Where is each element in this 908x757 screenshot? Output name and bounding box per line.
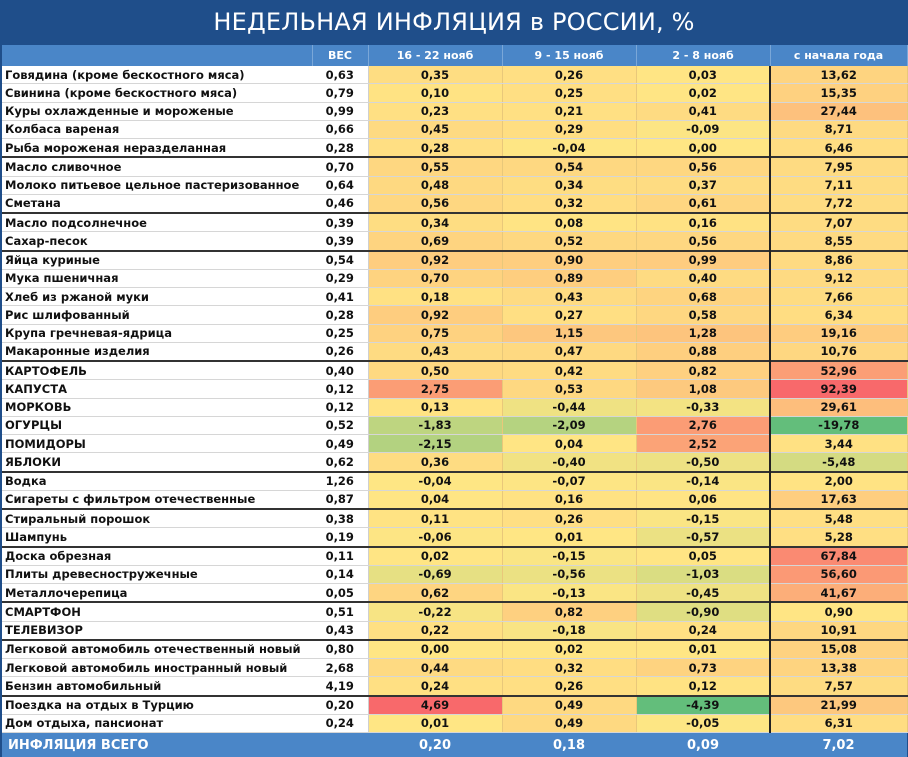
week-2-value: -2,09 — [502, 416, 636, 434]
ytd-value: 7,95 — [770, 157, 907, 176]
week-3-value: 1,08 — [636, 380, 770, 398]
table-row — [2, 472, 907, 491]
table-row — [2, 176, 907, 194]
item-weight: 1,26 — [312, 472, 368, 491]
item-weight: 0,25 — [312, 324, 368, 342]
ytd-value: 7,66 — [770, 288, 907, 306]
week-3-value: 0,01 — [636, 640, 770, 659]
table-row — [2, 324, 907, 342]
ytd-value: 6,46 — [770, 139, 907, 158]
week-1-value: -0,69 — [368, 565, 502, 583]
week-2-value: 0,32 — [502, 659, 636, 677]
item-name: Говядина (кроме бескостного мяса) — [2, 66, 312, 84]
header-week-1: 16 - 22 нояб — [368, 45, 502, 66]
item-weight: 0,28 — [312, 139, 368, 158]
week-1-value: 0,55 — [368, 157, 502, 176]
table-row — [2, 194, 907, 213]
table-row — [2, 528, 907, 547]
ytd-value: 27,44 — [770, 102, 907, 120]
item-weight: 0,52 — [312, 416, 368, 434]
week-3-value: 0,00 — [636, 139, 770, 158]
item-weight: 0,43 — [312, 621, 368, 640]
week-2-value: -0,15 — [502, 547, 636, 566]
total-ytd: 7,02 — [770, 733, 907, 757]
item-name: Шампунь — [2, 528, 312, 547]
table-row — [2, 306, 907, 324]
week-3-value: 0,06 — [636, 490, 770, 509]
week-3-value: 0,56 — [636, 157, 770, 176]
inflation-table — [2, 45, 908, 757]
item-weight: 0,14 — [312, 565, 368, 583]
header-ytd: с начала года — [770, 45, 907, 66]
total-week-2: 0,18 — [502, 733, 636, 757]
item-name: Доска обрезная — [2, 547, 312, 566]
header-item — [2, 45, 312, 66]
week-1-value: 0,23 — [368, 102, 502, 120]
table-row — [2, 547, 907, 566]
item-weight: 0,79 — [312, 84, 368, 102]
week-2-value: 0,43 — [502, 288, 636, 306]
week-3-value: 0,12 — [636, 677, 770, 696]
item-name: Макаронные изделия — [2, 342, 312, 361]
total-weight — [312, 733, 368, 757]
ytd-value: 21,99 — [770, 696, 907, 715]
week-1-value: -0,06 — [368, 528, 502, 547]
week-1-value: 0,35 — [368, 66, 502, 84]
item-weight: 0,99 — [312, 102, 368, 120]
week-2-value: 0,04 — [502, 435, 636, 453]
week-1-value: 4,69 — [368, 696, 502, 715]
week-3-value: -4,39 — [636, 696, 770, 715]
item-weight: 0,12 — [312, 380, 368, 398]
week-1-value: 0,02 — [368, 547, 502, 566]
table-row — [2, 565, 907, 583]
item-name: Легковой автомобиль иностранный новый — [2, 659, 312, 677]
week-2-value: 0,25 — [502, 84, 636, 102]
item-weight: 0,41 — [312, 288, 368, 306]
item-name: Мука пшеничная — [2, 269, 312, 287]
item-name: СМАРТФОН — [2, 602, 312, 621]
week-1-value: 2,75 — [368, 380, 502, 398]
item-name: Поездка на отдых в Турцию — [2, 696, 312, 715]
item-weight: 0,87 — [312, 490, 368, 509]
ytd-value: 92,39 — [770, 380, 907, 398]
week-2-value: 0,01 — [502, 528, 636, 547]
item-weight: 0,63 — [312, 66, 368, 84]
week-2-value: 0,02 — [502, 640, 636, 659]
week-3-value: 0,37 — [636, 176, 770, 194]
item-name: Сигареты с фильтром отечественные — [2, 490, 312, 509]
ytd-value: 41,67 — [770, 584, 907, 603]
week-2-value: 0,54 — [502, 157, 636, 176]
total-label: ИНФЛЯЦИЯ ВСЕГО — [2, 733, 312, 757]
ytd-value: 67,84 — [770, 547, 907, 566]
table-row — [2, 84, 907, 102]
item-name: Молоко питьевое цельное пастеризованное — [2, 176, 312, 194]
table-row — [2, 621, 907, 640]
item-name: КАРТОФЕЛЬ — [2, 361, 312, 380]
item-weight: 0,80 — [312, 640, 368, 659]
item-weight: 0,29 — [312, 269, 368, 287]
item-name: Рыба мороженая неразделанная — [2, 139, 312, 158]
item-weight: 0,70 — [312, 157, 368, 176]
ytd-value: 13,62 — [770, 66, 907, 84]
item-weight: 0,40 — [312, 361, 368, 380]
week-2-value: -0,44 — [502, 398, 636, 416]
item-name: Колбаса вареная — [2, 120, 312, 138]
item-weight: 0,49 — [312, 435, 368, 453]
week-1-value: 0,69 — [368, 232, 502, 251]
table-header-row — [2, 45, 907, 66]
week-1-value: 0,10 — [368, 84, 502, 102]
table-row — [2, 509, 907, 528]
ytd-value: 8,86 — [770, 251, 907, 270]
ytd-value: 8,55 — [770, 232, 907, 251]
item-name: Металлочерепица — [2, 584, 312, 603]
week-1-value: -0,04 — [368, 472, 502, 491]
item-weight: 0,64 — [312, 176, 368, 194]
ytd-value: 6,31 — [770, 714, 907, 732]
week-2-value: 0,29 — [502, 120, 636, 138]
item-name: Масло подсолнечное — [2, 213, 312, 232]
item-weight: 0,46 — [312, 194, 368, 213]
ytd-value: 7,11 — [770, 176, 907, 194]
ytd-value: 56,60 — [770, 565, 907, 583]
table-row — [2, 416, 907, 434]
week-3-value: 0,56 — [636, 232, 770, 251]
ytd-value: -5,48 — [770, 453, 907, 472]
table-row — [2, 380, 907, 398]
ytd-value: 5,28 — [770, 528, 907, 547]
item-name: Свинина (кроме бескостного мяса) — [2, 84, 312, 102]
item-name: Сметана — [2, 194, 312, 213]
table-row — [2, 361, 907, 380]
week-1-value: 0,28 — [368, 139, 502, 158]
ytd-value: 9,12 — [770, 269, 907, 287]
table-row — [2, 677, 907, 696]
item-name: Рис шлифованный — [2, 306, 312, 324]
week-1-value: 0,36 — [368, 453, 502, 472]
item-weight: 4,19 — [312, 677, 368, 696]
week-1-value: 0,70 — [368, 269, 502, 287]
week-2-value: 0,32 — [502, 194, 636, 213]
week-3-value: 2,76 — [636, 416, 770, 434]
ytd-value: 6,34 — [770, 306, 907, 324]
table-row — [2, 490, 907, 509]
ytd-value: 8,71 — [770, 120, 907, 138]
table-row — [2, 584, 907, 603]
week-2-value: 0,08 — [502, 213, 636, 232]
table-row — [2, 120, 907, 138]
item-weight: 0,54 — [312, 251, 368, 270]
week-3-value: 0,40 — [636, 269, 770, 287]
ytd-value: 10,91 — [770, 621, 907, 640]
table-row — [2, 288, 907, 306]
week-3-value: 0,03 — [636, 66, 770, 84]
table-row — [2, 714, 907, 732]
week-1-value: -2,15 — [368, 435, 502, 453]
table-row — [2, 453, 907, 472]
week-2-value: 0,47 — [502, 342, 636, 361]
item-weight: 0,05 — [312, 584, 368, 603]
item-weight: 2,68 — [312, 659, 368, 677]
week-1-value: 0,00 — [368, 640, 502, 659]
header-week-2: 9 - 15 нояб — [502, 45, 636, 66]
week-1-value: 0,01 — [368, 714, 502, 732]
item-weight: 0,26 — [312, 342, 368, 361]
week-3-value: -0,33 — [636, 398, 770, 416]
week-2-value: 0,82 — [502, 602, 636, 621]
week-2-value: 0,53 — [502, 380, 636, 398]
week-2-value: -0,13 — [502, 584, 636, 603]
item-name: Водка — [2, 472, 312, 491]
week-1-value: 0,43 — [368, 342, 502, 361]
week-2-value: 1,15 — [502, 324, 636, 342]
week-3-value: -0,50 — [636, 453, 770, 472]
ytd-value: 29,61 — [770, 398, 907, 416]
week-2-value: 0,26 — [502, 509, 636, 528]
ytd-value: 5,48 — [770, 509, 907, 528]
item-name: Куры охлажденные и мороженые — [2, 102, 312, 120]
table-row — [2, 602, 907, 621]
item-weight: 0,12 — [312, 398, 368, 416]
ytd-value: 7,72 — [770, 194, 907, 213]
table-row — [2, 66, 907, 84]
week-1-value: 0,18 — [368, 288, 502, 306]
week-2-value: -0,18 — [502, 621, 636, 640]
week-1-value: 0,04 — [368, 490, 502, 509]
item-weight: 0,20 — [312, 696, 368, 715]
week-2-value: 0,34 — [502, 176, 636, 194]
ytd-value: 0,90 — [770, 602, 907, 621]
week-2-value: -0,56 — [502, 565, 636, 583]
week-1-value: 0,11 — [368, 509, 502, 528]
table-row — [2, 269, 907, 287]
week-3-value: -0,45 — [636, 584, 770, 603]
week-2-value: 0,90 — [502, 251, 636, 270]
table-row — [2, 139, 907, 158]
item-weight: 0,62 — [312, 453, 368, 472]
table-row — [2, 696, 907, 715]
total-week-1: 0,20 — [368, 733, 502, 757]
ytd-value: 52,96 — [770, 361, 907, 380]
total-row — [2, 733, 907, 757]
item-name: ПОМИДОРЫ — [2, 435, 312, 453]
item-weight: 0,28 — [312, 306, 368, 324]
ytd-value: 7,07 — [770, 213, 907, 232]
week-2-value: 0,27 — [502, 306, 636, 324]
item-name: ЯБЛОКИ — [2, 453, 312, 472]
week-1-value: 0,24 — [368, 677, 502, 696]
ytd-value: 17,63 — [770, 490, 907, 509]
week-1-value: 0,75 — [368, 324, 502, 342]
week-2-value: 0,16 — [502, 490, 636, 509]
week-1-value: 0,22 — [368, 621, 502, 640]
ytd-value: 15,35 — [770, 84, 907, 102]
week-3-value: 0,82 — [636, 361, 770, 380]
item-name: Яйца куриные — [2, 251, 312, 270]
table-row — [2, 213, 907, 232]
week-3-value: 0,05 — [636, 547, 770, 566]
item-weight: 0,24 — [312, 714, 368, 732]
week-2-value: -0,04 — [502, 139, 636, 158]
item-name: Хлеб из ржаной муки — [2, 288, 312, 306]
week-3-value: 0,73 — [636, 659, 770, 677]
item-weight: 0,19 — [312, 528, 368, 547]
header-week-3: 2 - 8 нояб — [636, 45, 770, 66]
week-1-value: 0,62 — [368, 584, 502, 603]
item-name: Масло сливочное — [2, 157, 312, 176]
week-3-value: 0,58 — [636, 306, 770, 324]
item-name: Сахар-песок — [2, 232, 312, 251]
table-row — [2, 435, 907, 453]
week-1-value: 0,45 — [368, 120, 502, 138]
week-3-value: 0,61 — [636, 194, 770, 213]
week-3-value: -0,15 — [636, 509, 770, 528]
week-3-value: 0,41 — [636, 102, 770, 120]
week-1-value: 0,34 — [368, 213, 502, 232]
item-weight: 0,51 — [312, 602, 368, 621]
week-2-value: 0,49 — [502, 696, 636, 715]
week-1-value: 0,13 — [368, 398, 502, 416]
item-name: ОГУРЦЫ — [2, 416, 312, 434]
week-3-value: 0,88 — [636, 342, 770, 361]
item-weight: 0,38 — [312, 509, 368, 528]
table-row — [2, 342, 907, 361]
table-row — [2, 102, 907, 120]
week-2-value: 0,26 — [502, 677, 636, 696]
week-1-value: 0,56 — [368, 194, 502, 213]
week-1-value: 0,44 — [368, 659, 502, 677]
item-weight: 0,11 — [312, 547, 368, 566]
week-2-value: 0,21 — [502, 102, 636, 120]
item-name: Дом отдыха, пансионат — [2, 714, 312, 732]
week-3-value: -0,14 — [636, 472, 770, 491]
item-weight: 0,39 — [312, 213, 368, 232]
week-3-value: -0,05 — [636, 714, 770, 732]
week-3-value: 0,68 — [636, 288, 770, 306]
item-name: Стиральный порошок — [2, 509, 312, 528]
table-row — [2, 251, 907, 270]
week-3-value: -0,57 — [636, 528, 770, 547]
week-3-value: -0,09 — [636, 120, 770, 138]
total-week-3: 0,09 — [636, 733, 770, 757]
week-3-value: 0,02 — [636, 84, 770, 102]
header-weight: ВЕС — [312, 45, 368, 66]
table-row — [2, 232, 907, 251]
ytd-value: 10,76 — [770, 342, 907, 361]
week-3-value: 1,28 — [636, 324, 770, 342]
table-row — [2, 398, 907, 416]
page-title: НЕДЕЛЬНАЯ ИНФЛЯЦИЯ в РОССИИ, % — [0, 0, 908, 44]
week-3-value: 2,52 — [636, 435, 770, 453]
week-3-value: -1,03 — [636, 565, 770, 583]
item-name: Бензин автомобильный — [2, 677, 312, 696]
week-3-value: -0,90 — [636, 602, 770, 621]
week-1-value: 0,48 — [368, 176, 502, 194]
week-2-value: -0,07 — [502, 472, 636, 491]
item-name: ТЕЛЕВИЗОР — [2, 621, 312, 640]
week-1-value: 0,92 — [368, 251, 502, 270]
ytd-value: 15,08 — [770, 640, 907, 659]
table-row — [2, 157, 907, 176]
item-weight: 0,39 — [312, 232, 368, 251]
table-row — [2, 640, 907, 659]
week-2-value: -0,40 — [502, 453, 636, 472]
item-name: Плиты древесностружечные — [2, 565, 312, 583]
week-2-value: 0,49 — [502, 714, 636, 732]
week-1-value: -0,22 — [368, 602, 502, 621]
item-name: Легковой автомобиль отечественный новый — [2, 640, 312, 659]
item-name: Крупа гречневая-ядрица — [2, 324, 312, 342]
item-name: КАПУСТА — [2, 380, 312, 398]
week-3-value: 0,16 — [636, 213, 770, 232]
ytd-value: 3,44 — [770, 435, 907, 453]
ytd-value: -19,78 — [770, 416, 907, 434]
week-3-value: 0,24 — [636, 621, 770, 640]
week-1-value: -1,83 — [368, 416, 502, 434]
ytd-value: 7,57 — [770, 677, 907, 696]
table-row — [2, 659, 907, 677]
week-1-value: 0,92 — [368, 306, 502, 324]
week-2-value: 0,52 — [502, 232, 636, 251]
week-2-value: 0,89 — [502, 269, 636, 287]
item-name: МОРКОВЬ — [2, 398, 312, 416]
week-3-value: 0,99 — [636, 251, 770, 270]
ytd-value: 13,38 — [770, 659, 907, 677]
week-1-value: 0,50 — [368, 361, 502, 380]
week-2-value: 0,26 — [502, 66, 636, 84]
week-2-value: 0,42 — [502, 361, 636, 380]
item-weight: 0,66 — [312, 120, 368, 138]
ytd-value: 19,16 — [770, 324, 907, 342]
ytd-value: 2,00 — [770, 472, 907, 491]
